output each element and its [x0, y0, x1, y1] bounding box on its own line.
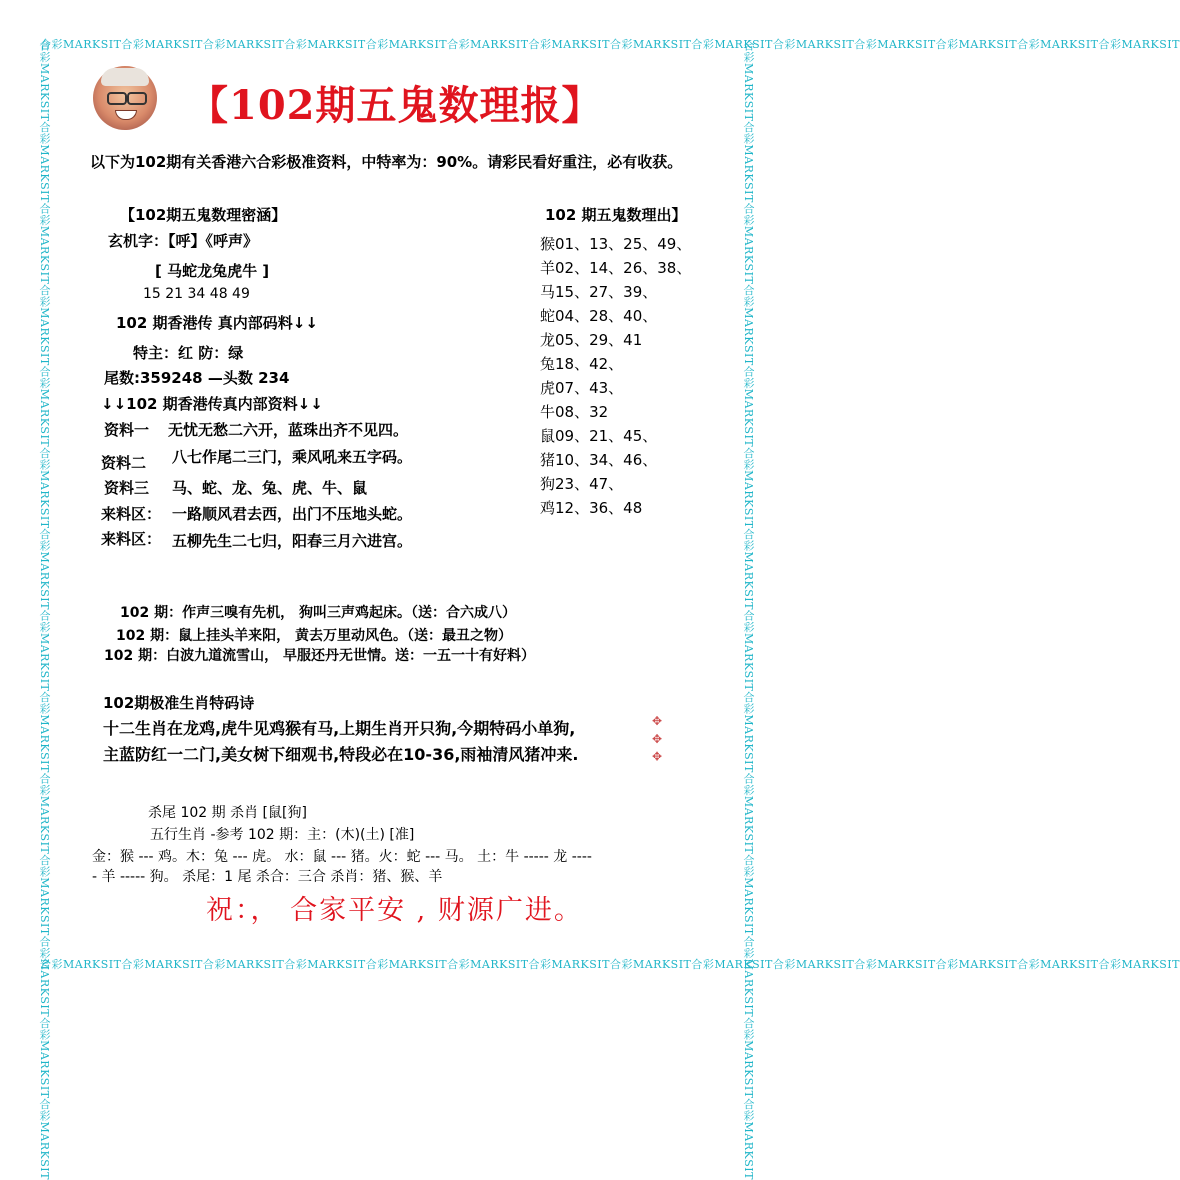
ziliao-text: 无忧无愁二六开，蓝珠出齐不见四。 [168, 421, 409, 439]
zodiac-number-row: 兔18、42、 [540, 355, 624, 373]
ziliao-text: 八七作尾二三门，乘风吼来五字码。 [172, 448, 413, 466]
poem-line: 主蓝防红一二门,美女树下细观书,特段必在10-36,雨袖清风猪冲来. [103, 745, 579, 764]
ziliao-text: 马、蛇、龙、兔、虎、牛、鼠 [172, 479, 368, 497]
ziliao-label: 资料三 [104, 479, 150, 497]
ziliao-label: 来料区： [101, 505, 162, 523]
xuanji-text: 玄机字：【呼】《呼声》 [108, 232, 259, 250]
zodiac-number-row: 狗23、47、 [540, 475, 624, 493]
watermark-top: 合彩MARKSIT合彩MARKSIT合彩MARKSIT合彩MARKSIT合彩MARKSIT合彩MARKSIT合彩MARKSIT合彩MARKSIT合彩MARKSIT合彩MARKSIT合彩MARKSIT合彩MARKSIT合彩MARKSIT合彩MARKSIT [40, 38, 1180, 51]
watermark-bottom: 合彩MARKSIT合彩MARKSIT合彩MARKSIT合彩MARKSIT合彩MARKSIT合彩MARKSIT合彩MARKSIT合彩MARKSIT合彩MARKSIT合彩MARKSIT合彩MARKSIT合彩MARKSIT合彩MARKSIT合彩MARKSIT [40, 958, 1180, 971]
tezhu-text: 特主：红 防：绿 [133, 344, 244, 362]
zodiac-number-row: 鸡12、36、48 [540, 499, 643, 517]
seal-stamp: ✥ ✥ ✥ [650, 714, 664, 764]
right-heading: 102 期五鬼数理出】 [545, 206, 687, 224]
poem-line: 十二生肖在龙鸡,虎牛见鸡猴有马,上期生肖开只狗,今期特码小单狗, [103, 719, 576, 738]
weishu-text: 尾数:359248 —头数 234 [104, 369, 290, 387]
left-heading: 【102期五鬼数理密涵】 [120, 206, 287, 224]
poem-heading: 102期极准生肖特码诗 [103, 694, 255, 712]
watermark-left: 合彩MARKSIT合彩MARKSIT合彩MARKSIT合彩MARKSIT合彩MARKSIT合彩MARKSIT合彩MARKSIT合彩MARKSIT合彩MARKSIT合彩MARKSIT合彩MARKSIT合彩MARKSIT合彩MARKSIT合彩MARKSIT [38, 40, 51, 1180]
zodiac-bracket: [ 马蛇龙兔虎牛 ] [155, 262, 270, 280]
ziliao-label: 资料二 [101, 454, 147, 472]
wuxing-detail: 金：猴 --- 鸡。木：兔 --- 虎。 水：鼠 --- 猪。火：蛇 --- 马。 土：牛 ----- 龙 ---- [92, 849, 592, 865]
number-list: 15 21 34 48 49 [143, 286, 250, 302]
page-title: 【102期五鬼数理报】 [188, 82, 603, 129]
ziliao-label: 资料一 [104, 421, 150, 439]
zodiac-number-row: 牛08、32 [540, 403, 609, 421]
riddle-line: 102 期：白波九道流雪山， 早服还丹无世情。送：一五一十有好料） [104, 648, 535, 664]
riddle-line: 102 期：作声三嗅有先机， 狗叫三声鸡起床。（送：合六成八） [120, 605, 516, 621]
neibu2-heading: ↓↓102 期香港传真内部资料↓↓ [101, 395, 323, 413]
ziliao-text: 一路顺风君去西，出门不压地头蛇。 [172, 505, 413, 523]
wuxing-line: 五行生肖 -参考 102 期：主：(木)(土) [准] [150, 827, 415, 843]
blessing-text: 祝：， 合家平安 , 财源广进。 [206, 895, 583, 926]
zodiac-number-row: 猪10、34、46、 [540, 451, 658, 469]
zodiac-number-row: 龙05、29、41 [540, 331, 643, 349]
zodiac-number-row: 马15、27、39、 [540, 283, 658, 301]
ziliao-label: 来料区： [101, 530, 162, 548]
watermark-right: 合彩MARKSIT合彩MARKSIT合彩MARKSIT合彩MARKSIT合彩MARKSIT合彩MARKSIT合彩MARKSIT合彩MARKSIT合彩MARKSIT合彩MARKSIT合彩MARKSIT合彩MARKSIT合彩MARKSIT合彩MARKSIT [742, 40, 755, 1180]
zodiac-number-row: 羊02、14、26、38、 [540, 259, 692, 277]
zodiac-number-row: 虎07、43、 [540, 379, 624, 397]
shawei-line: 杀尾 102 期 杀肖 [鼠[狗] [148, 805, 307, 821]
ziliao-text: 五柳先生二七归，阳春三月六进宫。 [172, 532, 413, 550]
zodiac-number-row: 蛇04、28、40、 [540, 307, 658, 325]
red-mark [44, 562, 60, 592]
intro-text: 以下为102期有关香港六合彩极准资料，中特率为：90%。请彩民看好重注，必有收获。 [90, 153, 683, 171]
zodiac-number-row: 鼠09、21、45、 [540, 427, 658, 445]
sha-summary: - 羊 ----- 狗。 杀尾：1 尾 杀合：三合 杀肖：猪、猴、羊 [92, 869, 443, 885]
avatar [93, 66, 157, 130]
riddle-line: 102 期：鼠上挂头羊来阳， 黄去万里动风色。（送：最丑之物） [116, 628, 512, 644]
zodiac-number-row: 猴01、13、25、49、 [540, 235, 692, 253]
neibu-heading: 102 期香港传 真内部码料↓↓ [116, 314, 318, 332]
